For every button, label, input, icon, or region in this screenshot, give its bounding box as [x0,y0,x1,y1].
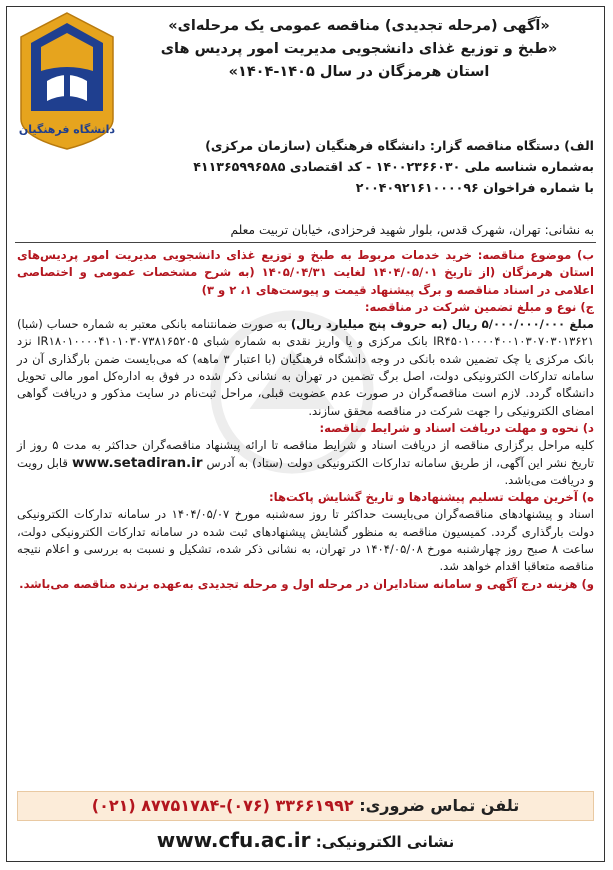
section-d-tail: قابل رویت و دریافت می‌باشد. [17,455,594,487]
contact-numbers[interactable]: (۰۲۱) ۸۷۷۵۱۷۸۴-(۰۷۶) ۳۳۶۶۱۹۹۲ [91,796,354,815]
notice-header [17,11,594,239]
contact-label: تلفن تماس ضروری: [359,796,520,815]
contact-bar [17,791,594,821]
section-e-body: اسناد و پیشنهادهای مناقصه‌گران می‌بایست حداکثر تا روز سه‌شنبه مورخ ۱۴۰۴/۰۵/۰۷ در سامانه تدارکات الکترونیکی دولت بارگذاری گردد. کمیسیون مناقصه به منظور گشایش پیشنهادهای ثبت شده در سامانه تدارکات الکترونیکی دولت، ساعت ۸ صبح روز چهارشنبه مورخ ۱۴۰۴/۰۵/۰۸ در تهران، به نشانی ذکر شده، تشکیل و نسبت به بررسی و اعلام نتیجه مناقصه متعاقبا اقدام خواهد شد. [17,507,594,574]
website-label: نشانی الکترونیکی: [315,833,455,851]
organizer-address: به نشانی: تهران، شهرک قدس، بلوار شهید فرحزادی، خیابان تربیت معلم [230,223,594,237]
section-f-body: و) هزینه درج آگهی و سامانه ستادایران در مرحله اول و مرحله تجدیدی به‌عهده برنده مناقصه می‌باشد. [19,576,594,591]
website-bar [17,825,594,855]
section-c-heading: ج) نوع و مبلغ تضمین شرکت در مناقصه: [364,299,594,314]
title-line-1: «آگهی (مرحله تجدیدی) مناقصه عمومی یک مرحله‌ای» [168,18,550,34]
header-divider [15,242,596,243]
title-line-2: «طبخ و توزیع غذای دانشجویی مدیریت امور پردیس های [160,41,558,57]
university-logo [17,11,117,151]
title-line-3: استان هرمزگان در سال ۱۴۰۵-۱۴۰۴» [228,64,490,80]
notice-title [124,11,594,84]
organizer-ids: به‌شماره شناسه ملی ۱۴۰۰۲۳۶۶۰۳۰ - کد اقتصادی ۴۱۱۳۶۵۹۹۶۵۸۵ [193,159,594,174]
guarantee-amount: مبلغ ۵/۰۰۰/۰۰۰/۰۰۰ ریال (به حروف پنج میلیارد ریال) [290,317,594,332]
call-number: با شماره فراخوان ۲۰۰۴۰۹۲۱۶۱۰۰۰۰۹۶ [355,180,594,195]
setadiran-link[interactable]: www.setadiran.ir [71,454,203,471]
organizer-name: الف) دستگاه مناقصه گزار: دانشگاه فرهنگیان (سازمان مرکزی) [205,138,594,153]
section-d-heading: د) نحوه و مهلت دریافت اسناد و شرایط مناقصه: [319,420,594,435]
section-d-body: کلیه مراحل برگزاری مناقصه از دریافت اسناد و شرایط مناقصه تا ارائه پیشنهاد مناقصه‌گران حداکثر به مدت ۵ روز از تاریخ نشر این آگهی، از طریق سامانه تدارکات الکترونیکی دولت (ستاد) به آدرس [17,438,595,470]
organizer-info [114,135,594,198]
notice-frame [6,6,605,862]
section-c-body: به صورت ضمانتنامه بانکی معتبر به شماره حساب (شبا) IR۴۵۰۱۰۰۰۰۴۰۰۱۰۳۰۷۰۳۰۱۳۶۲۱ بانک مرکزی و یا واریز نقدی به شماره شبای IR۱۸۰۱۰۰۰۰۴۱۰۱۰۳۰۷۳۸۱۶۵۲۰۵ نزد بانک مرکزی یا چک تضمین شده بانکی در وجه دانشگاه فرهنگیان (با اعتبار ۳ ماهه) که می‌بایست ضمن بارگذاری آن در سامانه تدارکات الکترونیکی دولت، اصل برگ تضمین در تهران به نشانی ذکر شده در فوق به اداره‌کل امور مالی تحویل دانشگاه گردد. لازم است مناقصه‌گران در صورت عدم عضویت قبلی، مراحل ثبت‌نام در سایت مذکور و دریافت گواهی امضای الکترونیکی را جهت شرکت در مناقصه محقق سازند. [17,317,594,418]
notice-body [17,247,594,593]
section-e-heading: ه) آخرین مهلت تسلیم پیشنهادها و تاریخ گشایش پاکت‌ها: [269,490,594,505]
section-b-subject: ب) موضوع مناقصه: خرید خدمات مربوط به طبخ و توزیع غذای دانشجویی مدیریت امور پردیس‌های استان هرمزگان (از تاریخ ۱۴۰۴/۰۵/۰۱ لغایت ۱۴۰۵/۰۴/۳۱ (به شرح مشخصات عمومی و اختصاصی اعلامی در اسناد مناقصه و برگ پیشنهاد قیمت و پیوست‌های ۱، ۲ و ۳) [17,248,594,297]
svg-text:دانشگاه فرهنگیان: دانشگاه فرهنگیان [18,123,116,136]
website-link[interactable]: www.cfu.ac.ir [156,828,311,852]
